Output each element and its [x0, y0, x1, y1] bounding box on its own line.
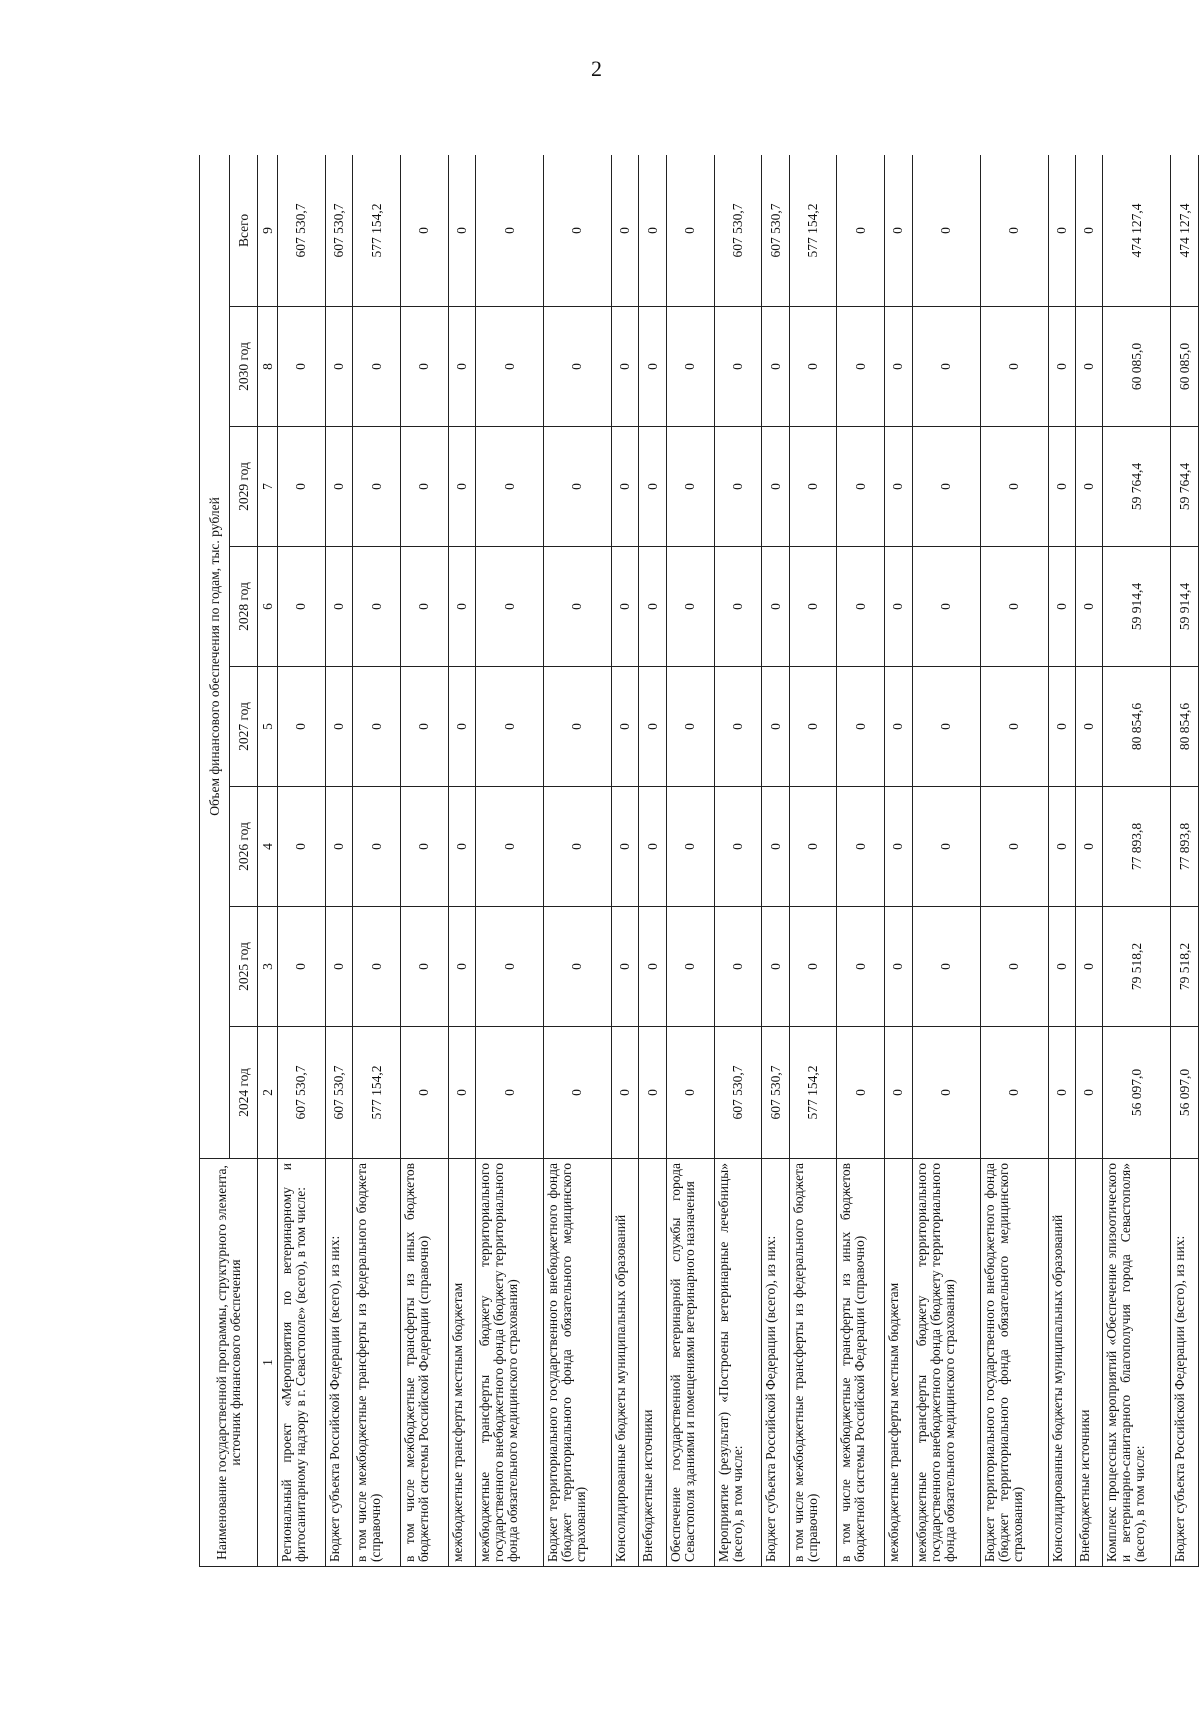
value-cell: 0: [325, 907, 352, 1027]
value-cell: 0: [789, 907, 837, 1027]
value-cell: 0: [353, 787, 401, 907]
value-cell: 0: [885, 1027, 912, 1159]
value-cell: 0: [611, 907, 638, 1027]
value-cell: 0: [666, 547, 714, 667]
page-number: 2: [591, 56, 602, 81]
table-row: [1048, 155, 1075, 1567]
value-cell: 0: [912, 427, 980, 547]
value-cell: 577 154,2: [789, 155, 837, 307]
value-cell: 59 914,4: [1171, 547, 1199, 667]
value-cell: 0: [837, 787, 885, 907]
row-label: Бюджет субъекта Российской Федерации (всего), из них:: [1171, 1159, 1199, 1567]
value-cell: 0: [980, 1027, 1048, 1159]
value-cell: 0: [885, 667, 912, 787]
value-cell: 0: [885, 907, 912, 1027]
value-cell: 0: [1076, 787, 1103, 907]
value-cell: 0: [448, 787, 475, 907]
row-label: межбюджетные трансферты бюджету территориального государственного внебюджетного фонда (бюджету территориального фонда обязательного медицинского страхования): [476, 1159, 544, 1567]
table-row: [448, 155, 475, 1567]
value-cell: 0: [278, 667, 326, 787]
value-cell: 577 154,2: [353, 155, 401, 307]
index-header-row: [258, 155, 278, 1567]
value-cell: 0: [544, 155, 612, 307]
column-index: 8: [258, 307, 278, 427]
value-cell: 0: [789, 667, 837, 787]
year-header: 2029 год: [230, 427, 258, 547]
table-row: [789, 155, 837, 1567]
value-cell: 0: [980, 427, 1048, 547]
value-cell: 59 764,4: [1171, 427, 1199, 547]
year-header: 2026 год: [230, 787, 258, 907]
table-row: [611, 155, 638, 1567]
value-cell: 0: [353, 307, 401, 427]
value-cell: 474 127,4: [1103, 155, 1171, 307]
value-cell: 0: [980, 155, 1048, 307]
row-label: Мероприятие (результат) «Построены ветеринарные лечебницы» (всего), в том числе:: [714, 1159, 762, 1567]
value-cell: 0: [912, 667, 980, 787]
value-cell: 0: [1048, 547, 1075, 667]
value-cell: 0: [837, 907, 885, 1027]
value-cell: 0: [666, 667, 714, 787]
value-cell: 0: [1048, 1027, 1075, 1159]
value-cell: 0: [666, 907, 714, 1027]
value-cell: 607 530,7: [714, 155, 762, 307]
row-label: Бюджет территориального государственного внебюджетного фонда (бюджет территориального фонда обязательного медицинского страхования): [980, 1159, 1048, 1567]
value-cell: 0: [353, 547, 401, 667]
value-cell: 79 518,2: [1171, 907, 1199, 1027]
value-cell: 0: [278, 427, 326, 547]
table-row: [400, 155, 448, 1567]
value-cell: 0: [448, 427, 475, 547]
value-cell: 0: [789, 427, 837, 547]
value-cell: 0: [912, 1027, 980, 1159]
value-cell: 0: [762, 787, 789, 907]
value-cell: 0: [837, 307, 885, 427]
value-cell: 607 530,7: [325, 1027, 352, 1159]
rotated-table-frame: [199, 155, 1199, 1567]
value-cell: 0: [476, 1027, 544, 1159]
row-label: в том числе межбюджетные трансферты из иных бюджетов бюджетной системы Российской Федерации (справочно): [400, 1159, 448, 1567]
year-header: Всего: [230, 155, 258, 307]
value-cell: 0: [666, 1027, 714, 1159]
value-cell: 0: [1048, 907, 1075, 1027]
column-index: 4: [258, 787, 278, 907]
value-cell: 0: [885, 547, 912, 667]
table-row: [1103, 155, 1171, 1567]
value-cell: 0: [544, 1027, 612, 1159]
row-label: межбюджетные трансферты местным бюджетам: [448, 1159, 475, 1567]
table-row: [885, 155, 912, 1567]
value-cell: 0: [544, 427, 612, 547]
table-row: [837, 155, 885, 1567]
value-cell: 0: [714, 787, 762, 907]
value-cell: 474 127,4: [1171, 155, 1199, 307]
value-cell: 60 085,0: [1103, 307, 1171, 427]
value-cell: 0: [1076, 1027, 1103, 1159]
value-cell: 0: [980, 307, 1048, 427]
table-row: [639, 155, 666, 1567]
value-cell: 0: [639, 1027, 666, 1159]
value-cell: 0: [885, 307, 912, 427]
value-cell: 0: [353, 907, 401, 1027]
value-cell: 607 530,7: [762, 155, 789, 307]
value-cell: 577 154,2: [353, 1027, 401, 1159]
value-cell: 0: [912, 155, 980, 307]
table-row: [762, 155, 789, 1567]
value-cell: 607 530,7: [325, 155, 352, 307]
value-cell: 0: [400, 547, 448, 667]
value-cell: 0: [639, 787, 666, 907]
value-cell: 0: [400, 427, 448, 547]
value-cell: 0: [789, 307, 837, 427]
value-cell: 0: [476, 787, 544, 907]
value-cell: 0: [1076, 547, 1103, 667]
value-cell: 0: [278, 787, 326, 907]
value-cell: 0: [714, 907, 762, 1027]
value-cell: 0: [448, 667, 475, 787]
value-cell: 0: [353, 427, 401, 547]
table-row: [980, 155, 1048, 1567]
value-cell: 80 854,6: [1103, 667, 1171, 787]
value-cell: 607 530,7: [762, 1027, 789, 1159]
value-cell: 0: [400, 787, 448, 907]
value-cell: 0: [639, 547, 666, 667]
value-cell: 0: [762, 307, 789, 427]
value-cell: 0: [400, 1027, 448, 1159]
value-cell: 0: [544, 307, 612, 427]
value-cell: 0: [837, 155, 885, 307]
value-cell: 0: [666, 307, 714, 427]
value-cell: 0: [278, 307, 326, 427]
value-cell: 0: [476, 667, 544, 787]
table-row: [476, 155, 544, 1567]
table-row: [1171, 155, 1199, 1567]
value-cell: 0: [325, 427, 352, 547]
year-header: 2025 год: [230, 907, 258, 1027]
value-cell: 0: [278, 907, 326, 1027]
column-index: 7: [258, 427, 278, 547]
value-cell: 0: [611, 1027, 638, 1159]
value-cell: 0: [885, 787, 912, 907]
value-cell: 0: [639, 427, 666, 547]
value-cell: 79 518,2: [1103, 907, 1171, 1027]
value-cell: 0: [448, 1027, 475, 1159]
value-cell: 0: [639, 907, 666, 1027]
value-cell: 60 085,0: [1171, 307, 1199, 427]
value-cell: 0: [789, 547, 837, 667]
value-cell: 0: [885, 427, 912, 547]
value-cell: 59 914,4: [1103, 547, 1171, 667]
value-cell: 0: [476, 547, 544, 667]
table-row: [353, 155, 401, 1567]
value-cell: 0: [611, 667, 638, 787]
row-label: межбюджетные трансферты бюджету территориального государственного внебюджетного фонда (бюджету территориального фонда обязательного медицинского страхования): [912, 1159, 980, 1567]
column-index: 2: [258, 1027, 278, 1159]
value-cell: 0: [666, 427, 714, 547]
value-cell: 0: [714, 427, 762, 547]
value-cell: 0: [885, 155, 912, 307]
column-index: 5: [258, 667, 278, 787]
value-cell: 0: [448, 547, 475, 667]
value-cell: 607 530,7: [278, 155, 326, 307]
value-cell: 0: [278, 547, 326, 667]
value-cell: 0: [611, 787, 638, 907]
column-index: 9: [258, 155, 278, 307]
financing-table-wrapper: [199, 155, 1199, 1567]
value-cell: 0: [980, 787, 1048, 907]
value-cell: 0: [912, 307, 980, 427]
value-cell: 0: [762, 547, 789, 667]
value-cell: 577 154,2: [789, 1027, 837, 1159]
value-cell: 0: [325, 787, 352, 907]
column-index: 3: [258, 907, 278, 1027]
value-cell: 0: [476, 307, 544, 427]
value-cell: 0: [1048, 667, 1075, 787]
row-label: Бюджет субъекта Российской Федерации (всего), из них:: [325, 1159, 352, 1567]
row-label: Консолидированные бюджеты муниципальных образований: [611, 1159, 638, 1567]
value-cell: 0: [912, 787, 980, 907]
year-header: 2028 год: [230, 547, 258, 667]
value-cell: 0: [1076, 667, 1103, 787]
value-cell: 77 893,8: [1103, 787, 1171, 907]
value-cell: 0: [611, 155, 638, 307]
year-header: 2024 год: [230, 1027, 258, 1159]
value-cell: 607 530,7: [278, 1027, 326, 1159]
value-cell: 0: [544, 907, 612, 1027]
row-label: Бюджет субъекта Российской Федерации (всего), из них:: [762, 1159, 789, 1567]
row-label: Внебюджетные источники: [639, 1159, 666, 1567]
value-cell: 0: [1076, 307, 1103, 427]
value-cell: 0: [1048, 787, 1075, 907]
row-label: Обеспечение государственной ветеринарной службы города Севастополя зданиями и помещениями ветеринарного назначения: [666, 1159, 714, 1567]
value-cell: 56 097,0: [1103, 1027, 1171, 1159]
table-row: [714, 155, 762, 1567]
value-cell: 0: [476, 155, 544, 307]
row-label: в том числе межбюджетные трансферты из иных бюджетов бюджетной системы Российской Федерации (справочно): [837, 1159, 885, 1567]
value-cell: 0: [1076, 155, 1103, 307]
table-row: [666, 155, 714, 1567]
value-cell: 0: [1048, 307, 1075, 427]
value-cell: 77 893,8: [1171, 787, 1199, 907]
table-row: [278, 155, 326, 1567]
year-header: 2030 год: [230, 307, 258, 427]
value-cell: 0: [353, 667, 401, 787]
value-cell: 0: [448, 307, 475, 427]
value-cell: 0: [476, 907, 544, 1027]
value-cell: 0: [611, 547, 638, 667]
value-cell: 0: [762, 427, 789, 547]
value-cell: 0: [980, 547, 1048, 667]
value-cell: 56 097,0: [1171, 1027, 1199, 1159]
value-cell: 0: [714, 307, 762, 427]
value-cell: 59 764,4: [1103, 427, 1171, 547]
value-cell: 0: [448, 907, 475, 1027]
value-cell: 0: [476, 427, 544, 547]
row-label: Комплекс процессных мероприятий «Обеспечение эпизоотического и ветеринарно-санитарного благополучия города Севастополя» (всего), в том числе:: [1103, 1159, 1171, 1567]
value-cell: 0: [639, 155, 666, 307]
value-cell: 0: [1076, 907, 1103, 1027]
value-cell: 0: [611, 307, 638, 427]
value-cell: 0: [666, 155, 714, 307]
value-cell: 0: [400, 667, 448, 787]
value-cell: 0: [325, 307, 352, 427]
value-cell: 0: [714, 547, 762, 667]
column-index: 6: [258, 547, 278, 667]
table-row: [325, 155, 352, 1567]
value-cell: 0: [912, 907, 980, 1027]
value-cell: 0: [544, 667, 612, 787]
value-cell: 0: [400, 907, 448, 1027]
value-cell: 0: [639, 667, 666, 787]
value-cell: 0: [325, 667, 352, 787]
value-cell: 0: [639, 307, 666, 427]
row-label: Бюджет территориального государственного внебюджетного фонда (бюджет территориального фонда обязательного медицинского страхования): [544, 1159, 612, 1567]
value-cell: 0: [666, 787, 714, 907]
value-cell: 0: [912, 547, 980, 667]
value-cell: 0: [837, 1027, 885, 1159]
row-label: в том числе межбюджетные трансферты из федерального бюджета (справочно): [353, 1159, 401, 1567]
row-label: в том числе межбюджетные трансферты из федерального бюджета (справочно): [789, 1159, 837, 1567]
financing-table: [199, 155, 1199, 1567]
value-cell: 0: [1076, 427, 1103, 547]
value-cell: 0: [980, 667, 1048, 787]
value-cell: 0: [762, 907, 789, 1027]
table-row: [912, 155, 980, 1567]
table-body: [278, 155, 1199, 1567]
value-cell: 0: [448, 155, 475, 307]
value-cell: 607 530,7: [714, 1027, 762, 1159]
row-label: межбюджетные трансферты местным бюджетам: [885, 1159, 912, 1567]
value-cell: 0: [1048, 155, 1075, 307]
value-cell: 0: [837, 427, 885, 547]
group-header-volume: Объем финансового обеспечения по годам, тыс. рублей: [200, 155, 230, 1159]
value-cell: 80 854,6: [1171, 667, 1199, 787]
value-cell: 0: [837, 667, 885, 787]
value-cell: 0: [980, 907, 1048, 1027]
value-cell: 0: [837, 547, 885, 667]
col-header-source: Наименование государственной программы, структурного элемента, источник финансового обеспечения: [200, 1159, 258, 1567]
value-cell: 0: [1048, 427, 1075, 547]
value-cell: 0: [400, 155, 448, 307]
value-cell: 0: [400, 307, 448, 427]
table-row: [1076, 155, 1103, 1567]
value-cell: 0: [714, 667, 762, 787]
value-cell: 0: [325, 547, 352, 667]
row-label: Внебюджетные источники: [1076, 1159, 1103, 1567]
column-index: 1: [258, 1159, 278, 1567]
value-cell: 0: [762, 667, 789, 787]
year-header: 2027 год: [230, 667, 258, 787]
value-cell: 0: [544, 787, 612, 907]
table-row: [544, 155, 612, 1567]
value-cell: 0: [789, 787, 837, 907]
value-cell: 0: [611, 427, 638, 547]
value-cell: 0: [544, 547, 612, 667]
row-label: Консолидированные бюджеты муниципальных образований: [1048, 1159, 1075, 1567]
row-label: Региональный проект «Мероприятия по ветеринарному и фитосанитарному надзору в г. Севастополе» (всего), в том числе:: [278, 1159, 326, 1567]
